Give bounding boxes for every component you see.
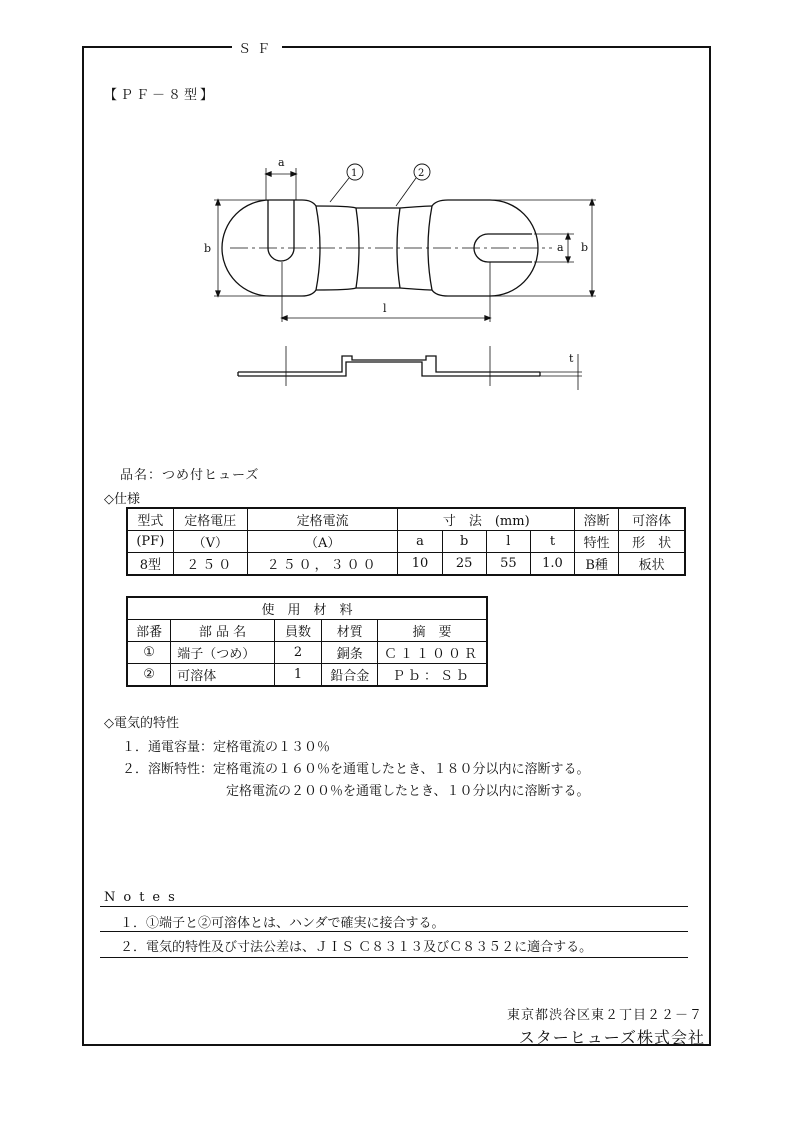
notes-box: [100, 906, 688, 958]
h-fusing: 溶断: [575, 508, 619, 531]
electrical-section-title: ◇電気的特性: [104, 716, 179, 731]
h-type: 型式: [127, 508, 173, 531]
h-part-name: 部 品 名: [171, 620, 274, 642]
row1-remark: Ｃ１１００Ｒ: [378, 642, 487, 664]
electrical-line-2: ２．溶断特性：定格電流の１６０％を通電したとき、１８０分以内に溶断する。: [122, 762, 590, 777]
dim-t: t: [569, 352, 574, 365]
cell-shape: 板状: [619, 553, 685, 576]
left-terminal-slot: [268, 200, 294, 261]
materials-title: 使 用 材 料: [127, 597, 487, 620]
note-1: １．①端子と②可溶体とは、ハンダで確実に接合する。: [120, 916, 445, 931]
notes-title: Notes: [104, 890, 183, 905]
dim-b-left: b: [204, 242, 212, 255]
cell-a: 10: [398, 553, 442, 576]
row2-material: 鉛合金: [322, 664, 378, 687]
h-part-no: 部番: [127, 620, 171, 642]
h-material: 材質: [322, 620, 378, 642]
cell-type: 8型: [127, 553, 173, 576]
h-fusible: 可溶体: [619, 508, 685, 531]
cell-l: 55: [486, 553, 530, 576]
callout-2: 2: [418, 168, 425, 179]
electrical-line-3: 定格電流の２００％を通電したとき、１０分以内に溶断する。: [226, 784, 590, 799]
row1-qty: 2: [274, 642, 322, 664]
spec-table: [126, 507, 686, 576]
dim-a-top: a: [278, 156, 285, 169]
h-a: a: [398, 531, 442, 553]
dim-l: l: [383, 302, 387, 315]
h-remark: 摘 要: [378, 620, 487, 642]
h-voltage-unit: （V）: [173, 531, 247, 553]
materials-table: [126, 596, 488, 687]
spec-section-title: ◇仕様: [104, 492, 140, 507]
h-t: t: [530, 531, 574, 553]
cell-b: 25: [442, 553, 486, 576]
row2-qty: 1: [274, 664, 322, 687]
cell-t: 1.0: [530, 553, 574, 576]
note-2: ２．電気的特性及び寸法公差は、ＪＩＳ Ｃ８３１３及びＣ８３５２に適合する。: [120, 940, 593, 955]
dim-a-right: a: [557, 241, 564, 254]
table-row: [127, 664, 487, 687]
spec-row: [127, 553, 685, 576]
fuse-drawing: [200, 150, 610, 390]
row2-name: 可溶体: [171, 664, 274, 687]
h-l: l: [486, 531, 530, 553]
electrical-line-1: １．通電容量：定格電流の１３０％: [122, 740, 331, 755]
cell-fusing: B種: [575, 553, 619, 576]
row1-no: ①: [127, 642, 171, 664]
h-fusible-sub: 形 状: [619, 531, 685, 553]
h-current-unit: （A）: [247, 531, 398, 553]
fusible-body: [316, 206, 432, 208]
h-fusing-sub: 特性: [575, 531, 619, 553]
callout-1: 1: [351, 168, 358, 179]
h-b: b: [442, 531, 486, 553]
h-type-sub: (PF): [127, 531, 173, 553]
h-current: 定格電流: [247, 508, 398, 531]
cell-voltage: ２５０: [173, 553, 247, 576]
model-title: 【ＰＦ－８型】: [104, 88, 217, 103]
sf-title: ＳＦ: [232, 38, 282, 57]
table-row: [127, 642, 487, 664]
row2-remark: Ｐｂ：Ｓｂ: [378, 664, 487, 687]
row2-no: ②: [127, 664, 171, 687]
h-qty: 員数: [274, 620, 322, 642]
cell-current: ２５０，３００: [247, 553, 398, 576]
company-name: スターヒューズ株式会社: [518, 1028, 705, 1047]
notes-divider: [100, 931, 688, 932]
dim-b-right: b: [581, 241, 589, 254]
product-name: 品名：つめ付ヒューズ: [120, 468, 260, 483]
h-dim: 寸 法 (mm): [398, 508, 575, 531]
side-view: [238, 346, 582, 390]
company-address: 東京都渋谷区東２丁目２２－７: [506, 1008, 703, 1023]
left-terminal-edge: [302, 200, 316, 206]
h-voltage: 定格電圧: [173, 508, 247, 531]
row1-name: 端子（つめ）: [171, 642, 274, 664]
row1-material: 銅条: [322, 642, 378, 664]
